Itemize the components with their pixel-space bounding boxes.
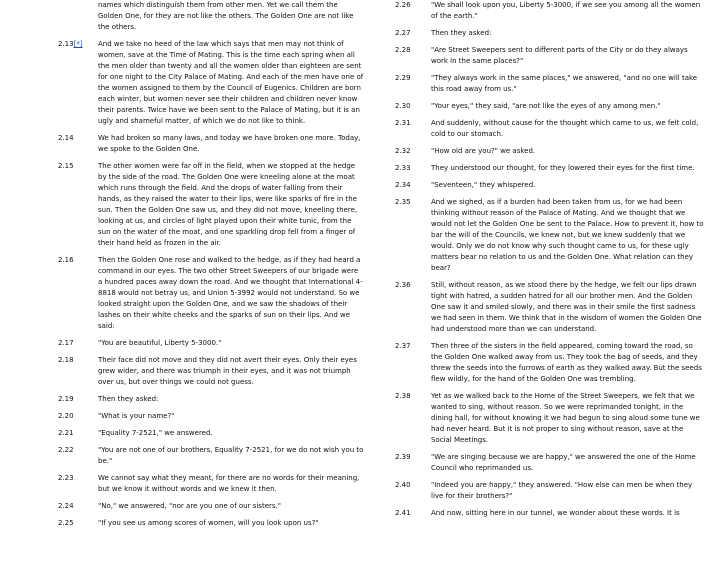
verse-number-label: 2.20: [58, 412, 74, 420]
verse-number: [58, 39, 98, 50]
verse-text: "Your eyes," they said, "are not like the eyes of any among men.": [431, 102, 661, 110]
verse-number-label: 2.34: [395, 181, 411, 189]
verse-text: Still, without reason, as we stood there by the hedge, we felt our lips drawn tight with hatred, a sudden hatred for all our brother men. And the Golden One saw it and smiled slowly, and there was in their smile the first sadness we had seen in them. We think that in the wisdom of women the Golden One had understood more than we can understand.: [431, 281, 702, 333]
verse-number: [395, 45, 431, 56]
footnote-link[interactable]: [*]: [73, 40, 83, 48]
verse-row: [395, 118, 705, 140]
verse-number: [395, 197, 431, 208]
verse-number: [58, 255, 98, 266]
verse-text: "We shall look upon you, Liberty 5-3000, if we see you among all the women of the earth.": [431, 1, 701, 20]
verse-number-label: 2.37: [395, 342, 411, 350]
verse-number-label: 2.30: [395, 102, 411, 110]
verse-number-label: 2.15: [58, 162, 74, 170]
verse-row: [58, 161, 364, 249]
verse-number: [395, 508, 431, 519]
verse-text: Then they asked:: [98, 395, 159, 403]
verse-row: [58, 255, 364, 332]
left-column: [58, 0, 364, 535]
verse-number: [58, 428, 98, 439]
verse-number-label: 2.39: [395, 453, 411, 461]
verse-text: The other women were far off in the field, when we stopped at the hedge by the side of the road. The Golden One were kneeling alone at the moat which runs through the field. And the drops of water falling from their hands, as they raised the water to their lips, were like sparks of fire in the sun. Then the Golden One saw us, and they did not move, kneeling there, looking at us, and circles of light played upon their white tunic, from the sun on the water of the moat, and one sparkling drop fell from a finger of their hand held as frozen in the air.: [98, 162, 358, 247]
verse-row: [395, 341, 705, 385]
verse-number-label: 2.25: [58, 519, 74, 527]
verse-row: [395, 280, 705, 335]
verse-number: [395, 280, 431, 291]
verse-row: [58, 411, 364, 422]
verse-text: "You are not one of our brothers, Equality 7-2521, for we do not wish you to be.": [98, 446, 364, 465]
verse-number-label: 2.21: [58, 429, 74, 437]
verse-row: [395, 73, 705, 95]
verse-row: [395, 163, 705, 174]
verse-number: [395, 180, 431, 191]
verse-number: [395, 73, 431, 84]
verse-number-label: 2.17: [58, 339, 74, 347]
verse-row: [58, 428, 364, 439]
verse-number-label: 2.13: [58, 40, 74, 48]
verse-number: [58, 411, 98, 422]
verse-row: [58, 518, 364, 529]
verse-text: "Indeed you are happy," they answered. "How else can men be when they live for their brothers?": [431, 481, 693, 500]
verse-text: We cannot say what they meant, for there are no words for their meaning, but we know it without words and we knew it then.: [98, 474, 360, 493]
verse-row: [395, 146, 705, 157]
verse-number: [395, 480, 431, 491]
verse-number-label: 2.38: [395, 392, 411, 400]
verse-text: "Seventeen," they whispered.: [431, 181, 536, 189]
verse-number: [395, 146, 431, 157]
verse-text: "No," we answered, "nor are you one of our sisters.": [98, 502, 281, 510]
verse-text: "What is your name?": [98, 412, 175, 420]
verse-row: [395, 480, 705, 502]
verse-text: They understood our thought, for they lowered their eyes for the first time.: [431, 164, 695, 172]
verse-number-label: 2.40: [395, 481, 411, 489]
verse-text: Yet as we walked back to the Home of the Street Sweepers, we felt that we wanted to sing, without reason. So we were reprimanded tonight, in the dining hall, for without knowing it we had begun to sing aloud some tune we had never heard. But it is not proper to sing without reason, save at the Social Meetings.: [431, 392, 700, 444]
verse-number: [58, 355, 98, 366]
verse-text: "We are singing because we are happy," we answered the one of the Home Council who reprimanded us.: [431, 453, 696, 472]
verse-text: "Are Street Sweepers sent to different parts of the City or do they always work in the same places?": [431, 46, 688, 65]
verse-number-label: 2.41: [395, 509, 411, 517]
verse-number: [58, 501, 98, 512]
verse-text: "They always work in the same places," we answered, "and no one will take this road away from us.": [431, 74, 698, 93]
verse-number-label: 2.33: [395, 164, 411, 172]
verse-row: [395, 45, 705, 67]
verse-row: [58, 133, 364, 155]
verse-text: And now, sitting here in our tunnel, we wonder about these words. It is: [431, 509, 680, 517]
verse-number-label: 2.32: [395, 147, 411, 155]
verse-text: Then the Golden One rose and walked to the hedge, as if they had heard a command in our eyes. The two other Street Sweepers of our brigade were a hundred paces away down the road. And we thought that International 4-8818 would not betray us, and Union 5-3992 would not understand. So we looked straight upon the Golden One, and we saw the shadows of their lashes on their white cheeks and the sparks of sun on their lips. And we said:: [98, 256, 363, 330]
verse-row: [58, 355, 364, 388]
verse-row: [58, 501, 364, 512]
verse-text: And suddenly, without cause for the thought which came to us, we felt cold, cold to our stomach.: [431, 119, 699, 138]
verse-row: [58, 445, 364, 467]
verse-row: [395, 452, 705, 474]
verse-number-label: 2.16: [58, 256, 74, 264]
verse-number-label: 2.27: [395, 29, 411, 37]
verse-number-label: 2.28: [395, 46, 411, 54]
verse-text: Then they asked:: [431, 29, 492, 37]
verse-number-label: 2.18: [58, 356, 74, 364]
verse-number-label: 2.19: [58, 395, 74, 403]
right-column: [395, 0, 705, 525]
verse-number: [395, 118, 431, 129]
verse-text: names which distinguish them from other men. Yet we call them the Golden One, for they are not like the others. The Golden One are not like the others.: [98, 1, 354, 31]
verse-number: [395, 391, 431, 402]
verse-row: [58, 394, 364, 405]
verse-number: [395, 163, 431, 174]
verse-row: [395, 28, 705, 39]
verse-number-label: 2.22: [58, 446, 74, 454]
verse-number: [395, 341, 431, 352]
verse-number: [58, 518, 98, 529]
verse-row: [395, 508, 705, 519]
verse-number-label: 2.23: [58, 474, 74, 482]
verse-row: [395, 0, 705, 22]
verse-number: [395, 0, 431, 11]
verse-number: [395, 28, 431, 39]
verse-row: [58, 338, 364, 349]
verse-text: And we sighed, as if a burden had been taken from us, for we had been thinking without reason of the Palace of Mating. And we thought that we would not let the Golden One be sent to the Palace. How to prevent it, how to bar the will of the Councils, we knew not, but we knew suddenly that we would. Only we do not know why such thought came to us, for these ugly matters bear no relation to us and the Golden One. What relation can they bear?: [431, 198, 704, 272]
verse-number: [58, 445, 98, 456]
verse-row: [395, 180, 705, 191]
continuation-paragraph: [58, 0, 364, 33]
verse-number-label: 2.26: [395, 1, 411, 9]
verse-number-label: 2.24: [58, 502, 74, 510]
verse-number-label: 2.35: [395, 198, 411, 206]
verse-number: [395, 101, 431, 112]
verse-number-label: 2.29: [395, 74, 411, 82]
verse-row: [395, 101, 705, 112]
verse-row: [395, 391, 705, 446]
verse-number-label: 2.14: [58, 134, 74, 142]
verse-number-label: 2.31: [395, 119, 411, 127]
verse-text: We had broken so many laws, and today we have broken one more. Today, we spoke to the Golden One.: [98, 134, 361, 153]
verse-row: [58, 39, 364, 127]
verse-row: [58, 473, 364, 495]
verse-number: [58, 473, 98, 484]
verse-row: [395, 197, 705, 274]
verse-number: [395, 452, 431, 463]
verse-number: [58, 338, 98, 349]
verse-number-label: 2.36: [395, 281, 411, 289]
verse-text: "Equality 7-2521," we answered.: [98, 429, 213, 437]
verse-text: "How old are you?" we asked.: [431, 147, 536, 155]
verse-number: [58, 161, 98, 172]
verse-text: Their face did not move and they did not avert their eyes. Only their eyes grew wider, and there was triumph in their eyes, and it was not triumph over us, but over things we could not guess.: [98, 356, 357, 386]
verse-number: [58, 133, 98, 144]
verse-text: Then three of the sisters in the field appeared, coming toward the road, so the Golden One walked away from us. They took the bag of seeds, and they threw the seeds into the furrows of earth as they walked away. But the seeds flew wildly, for the hand of the Golden One was trembling.: [431, 342, 702, 383]
verse-number: [58, 394, 98, 405]
verse-text: And we take no heed of the law which says that men may not think of women, save at the Time of Mating. This is the time each spring when all the men older than twenty and all the women older than eighteen are sent for one night to the City Palace of Mating. And each of the men have one of the women assigned to them by the Council of Eugenics. Children are born each winter, but women never see their children and children never know their parents. Twice have we been sent to the Palace of Mating, but it is an ugly and shameful matter, of which we do not like to think.: [98, 40, 364, 125]
verse-text: "You are beautiful, Liberty 5-3000.": [98, 339, 222, 347]
verse-text: "If you see us among scores of women, will you look upon us?": [98, 519, 319, 527]
